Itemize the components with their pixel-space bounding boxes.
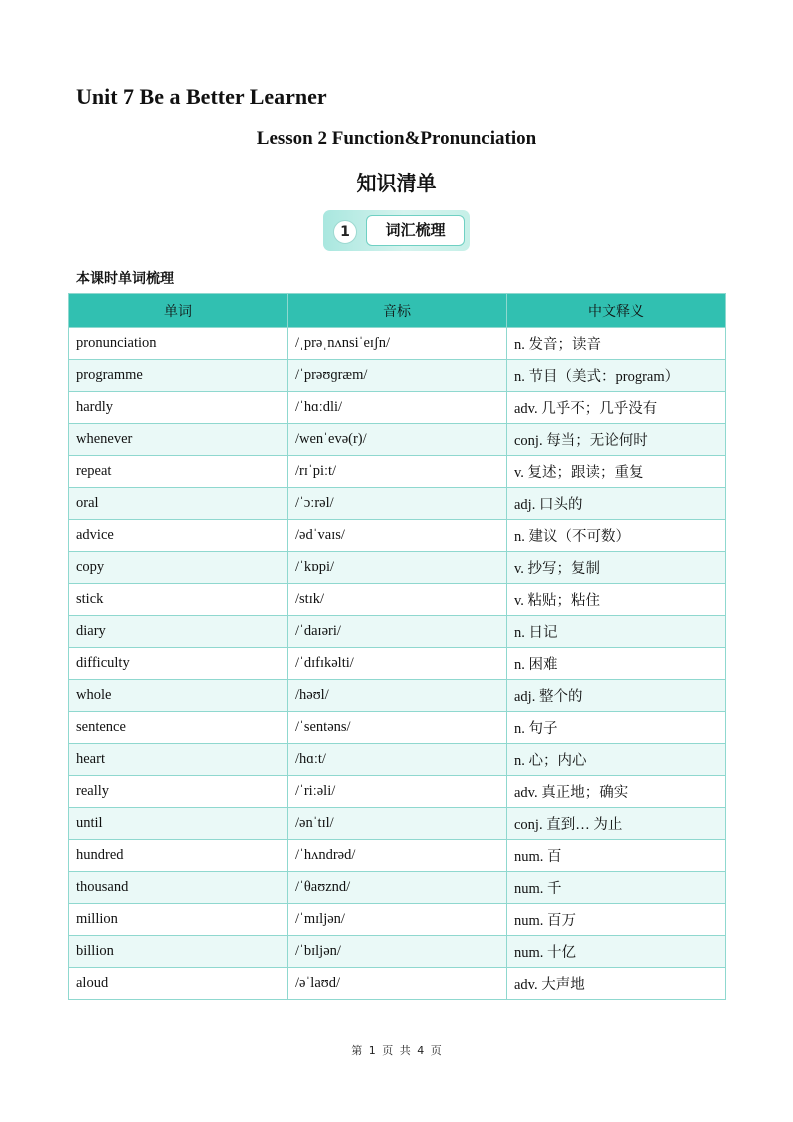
vocabulary-section-badge (323, 210, 470, 251)
table-row (69, 616, 726, 648)
table-row (69, 360, 726, 392)
word-cell: heart (69, 744, 288, 776)
meaning-cell: adv. 几乎不；几乎没有 (507, 392, 726, 424)
phonetic-cell: /ˈɔːrəl/ (288, 488, 507, 520)
badge-label: 词汇梳理 (366, 215, 465, 246)
word-cell: thousand (69, 872, 288, 904)
checklist-title: 知识清单 (356, 171, 437, 195)
vocabulary-table (68, 293, 726, 1000)
table-row (69, 840, 726, 872)
phonetic-cell: /ˈkɒpi/ (288, 552, 507, 584)
meaning-cell: v. 复述；跟读；重复 (507, 456, 726, 488)
phonetic-cell: /əˈlaʊd/ (288, 968, 507, 1000)
phonetic-cell: /ˈmɪljən/ (288, 904, 507, 936)
meaning-cell: v. 粘贴；粘住 (507, 584, 726, 616)
phonetic-cell: /ədˈvaɪs/ (288, 520, 507, 552)
table-row (69, 680, 726, 712)
lesson-title: Lesson 2 Function&Pronunciation (256, 128, 537, 149)
word-cell: whole (69, 680, 288, 712)
meaning-cell: n. 句子 (507, 712, 726, 744)
phonetic-cell: /ˈθaʊznd/ (288, 872, 507, 904)
word-cell: hardly (69, 392, 288, 424)
meaning-cell: n. 节目（美式：program） (507, 360, 726, 392)
word-cell: stick (69, 584, 288, 616)
word-cell: programme (69, 360, 288, 392)
meaning-cell: num. 百万 (507, 904, 726, 936)
header-meaning: 中文释义 (507, 294, 726, 328)
phonetic-cell: /ˈdɪfɪkəlti/ (288, 648, 507, 680)
phonetic-cell: /wenˈevə(r)/ (288, 424, 507, 456)
table-row (69, 776, 726, 808)
meaning-cell: n. 发音；读音 (507, 328, 726, 360)
table-row (69, 872, 726, 904)
table-row (69, 808, 726, 840)
meaning-cell: n. 心；内心 (507, 744, 726, 776)
table-row (69, 968, 726, 1000)
word-cell: pronunciation (69, 328, 288, 360)
phonetic-cell: /hɑːt/ (288, 744, 507, 776)
table-row (69, 424, 726, 456)
meaning-cell: adj. 口头的 (507, 488, 726, 520)
table-body (69, 328, 726, 1000)
meaning-cell: adj. 整个的 (507, 680, 726, 712)
unit-title: Unit 7 Be a Better Learner (76, 84, 327, 109)
section-heading: 本课时单词梳理 (76, 271, 174, 287)
phonetic-cell: /ənˈtɪl/ (288, 808, 507, 840)
meaning-cell: adv. 真正地；确实 (507, 776, 726, 808)
phonetic-cell: /ˈbɪljən/ (288, 936, 507, 968)
table-row (69, 904, 726, 936)
meaning-cell: adv. 大声地 (507, 968, 726, 1000)
word-cell: oral (69, 488, 288, 520)
word-cell: until (69, 808, 288, 840)
table-row (69, 328, 726, 360)
phonetic-cell: /ˈriːəli/ (288, 776, 507, 808)
word-cell: million (69, 904, 288, 936)
meaning-cell: conj. 直到… 为止 (507, 808, 726, 840)
meaning-cell: num. 十亿 (507, 936, 726, 968)
phonetic-cell: /ˌprəˌnʌnsiˈeɪʃn/ (288, 328, 507, 360)
phonetic-cell: /ˈdaɪəri/ (288, 616, 507, 648)
meaning-cell: n. 建议（不可数） (507, 520, 726, 552)
table-header-row (69, 294, 726, 328)
table-row (69, 520, 726, 552)
meaning-cell: num. 百 (507, 840, 726, 872)
table-row (69, 648, 726, 680)
word-cell: aloud (69, 968, 288, 1000)
page-footer: 第 1 页 共 4 页 (351, 1044, 442, 1057)
word-cell: difficulty (69, 648, 288, 680)
phonetic-cell: /ˈsentəns/ (288, 712, 507, 744)
phonetic-cell: /ˈprəʊɡræm/ (288, 360, 507, 392)
meaning-cell: conj. 每当；无论何时 (507, 424, 726, 456)
phonetic-cell: /stɪk/ (288, 584, 507, 616)
phonetic-cell: /rɪˈpiːt/ (288, 456, 507, 488)
table-row (69, 456, 726, 488)
word-cell: advice (69, 520, 288, 552)
table-row (69, 392, 726, 424)
phonetic-cell: /həʊl/ (288, 680, 507, 712)
word-cell: whenever (69, 424, 288, 456)
table-row (69, 488, 726, 520)
badge-number: 1 (333, 220, 357, 244)
word-cell: hundred (69, 840, 288, 872)
table-row (69, 584, 726, 616)
word-cell: billion (69, 936, 288, 968)
word-cell: diary (69, 616, 288, 648)
table-row (69, 744, 726, 776)
meaning-cell: n. 困难 (507, 648, 726, 680)
meaning-cell: v. 抄写；复制 (507, 552, 726, 584)
word-cell: repeat (69, 456, 288, 488)
word-cell: sentence (69, 712, 288, 744)
word-cell: really (69, 776, 288, 808)
table-row (69, 936, 726, 968)
meaning-cell: n. 日记 (507, 616, 726, 648)
header-word: 单词 (69, 294, 288, 328)
table-row (69, 552, 726, 584)
phonetic-cell: /ˈhʌndrəd/ (288, 840, 507, 872)
meaning-cell: num. 千 (507, 872, 726, 904)
word-cell: copy (69, 552, 288, 584)
header-phonetic: 音标 (288, 294, 507, 328)
table-row (69, 712, 726, 744)
phonetic-cell: /ˈhɑːdli/ (288, 392, 507, 424)
